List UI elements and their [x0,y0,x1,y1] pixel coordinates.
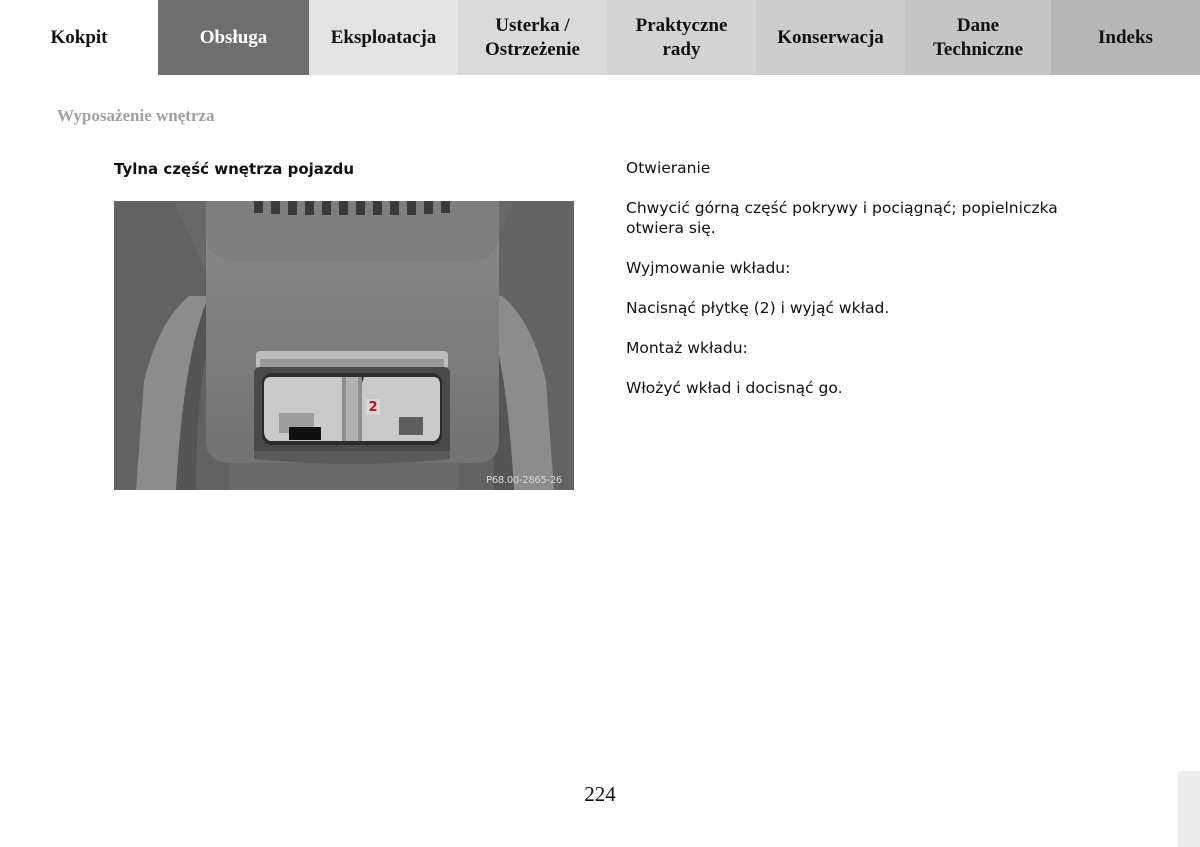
tab-obsluga[interactable]: Obsługa [158,0,309,75]
tab-usterka-ostrzezenie[interactable]: Usterka / Ostrzeżenie [458,0,607,75]
chapter-tabs [0,0,1200,75]
instruction-step-opening: Chwycić górną część pokrywy i pociągnąć; popielniczka otwiera się. [626,199,1058,237]
callout-number-2: 2 [366,399,380,415]
instruction-heading-opening: Otwieranie [626,159,711,177]
instruction-step-installation: Włożyć wkład i docisnąć go. [626,379,843,397]
page-number: 224 [584,782,616,806]
tab-praktyczne-rady[interactable]: Praktyczne rady [607,0,756,75]
instruction-heading-installation: Montaż wkładu: [626,339,748,357]
figure-code: P68.00-2865-26 [486,475,562,486]
section-header: Wyposażenie wnętrza [57,106,215,125]
ashtray-illustration [114,201,574,490]
instructions [626,158,1066,418]
instruction-step-removal: Nacisnąć płytkę (2) i wyjąć wkład. [626,299,890,317]
tab-eksploatacja[interactable]: Eksploatacja [309,0,458,75]
figure-title: Tylna część wnętrza pojazdu [114,160,355,178]
tab-dane-techniczne[interactable]: Dane Techniczne [905,0,1051,75]
tab-indeks[interactable]: Indeks [1051,0,1200,75]
side-thumb-marker [1178,771,1200,847]
tab-konserwacja[interactable]: Konserwacja [756,0,905,75]
tab-kokpit[interactable]: Kokpit [0,0,158,75]
instruction-heading-removal: Wyjmowanie wkładu: [626,259,791,277]
rear-console-drawing [114,201,574,490]
